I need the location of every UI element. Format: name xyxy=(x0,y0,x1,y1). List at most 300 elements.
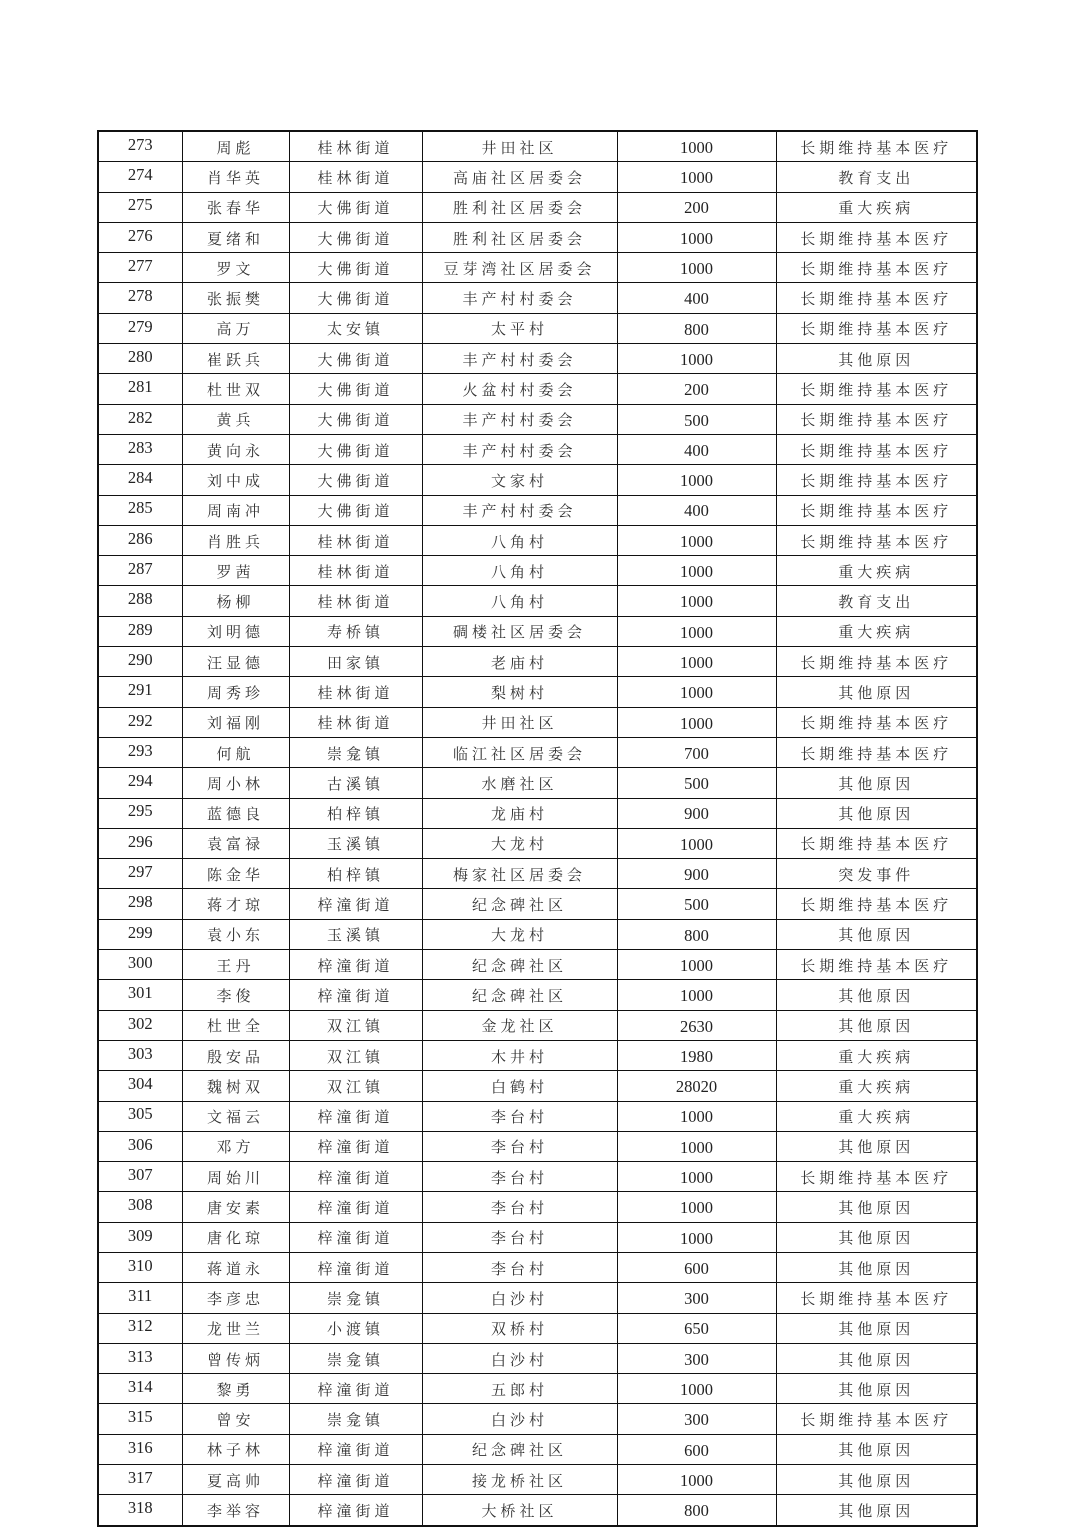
cell-village: 临江社区居委会 xyxy=(422,737,617,767)
table-row xyxy=(98,344,977,374)
cell-village: 豆芽湾社区居委会 xyxy=(422,253,617,283)
table-row xyxy=(98,1313,977,1343)
cell-amount: 400 xyxy=(617,495,776,525)
cell-serial-number: 276 xyxy=(98,222,182,252)
cell-reason: 教育支出 xyxy=(776,162,977,192)
cell-amount: 1000 xyxy=(617,980,776,1010)
cell-village: 丰产村村委会 xyxy=(422,283,617,313)
table-row xyxy=(98,1040,977,1070)
cell-name: 张春华 xyxy=(182,192,289,222)
cell-serial-number: 279 xyxy=(98,313,182,343)
cell-serial-number: 293 xyxy=(98,737,182,767)
cell-village: 胜利社区居委会 xyxy=(422,222,617,252)
cell-town: 崇龛镇 xyxy=(289,1404,422,1434)
cell-reason: 重大疾病 xyxy=(776,556,977,586)
cell-reason: 其他原因 xyxy=(776,798,977,828)
cell-name: 蓝德良 xyxy=(182,798,289,828)
cell-town: 柏梓镇 xyxy=(289,798,422,828)
table-row xyxy=(98,1465,977,1495)
cell-reason: 长期维持基本医疗 xyxy=(776,404,977,434)
cell-town: 大佛街道 xyxy=(289,192,422,222)
cell-amount: 600 xyxy=(617,1252,776,1282)
cell-name: 魏树双 xyxy=(182,1071,289,1101)
table-row xyxy=(98,162,977,192)
cell-village: 老庙村 xyxy=(422,647,617,677)
cell-reason: 重大疾病 xyxy=(776,616,977,646)
cell-serial-number: 290 xyxy=(98,647,182,677)
cell-town: 梓潼街道 xyxy=(289,1192,422,1222)
cell-reason: 其他原因 xyxy=(776,1222,977,1252)
cell-name: 李俊 xyxy=(182,980,289,1010)
cell-name: 黎勇 xyxy=(182,1374,289,1404)
cell-name: 周彪 xyxy=(182,131,289,162)
cell-serial-number: 299 xyxy=(98,919,182,949)
table-row xyxy=(98,1495,977,1526)
cell-town: 梓潼街道 xyxy=(289,889,422,919)
cell-serial-number: 298 xyxy=(98,889,182,919)
cell-village: 八角村 xyxy=(422,525,617,555)
cell-name: 曾安 xyxy=(182,1404,289,1434)
cell-serial-number: 314 xyxy=(98,1374,182,1404)
cell-town: 双江镇 xyxy=(289,1010,422,1040)
cell-town: 大佛街道 xyxy=(289,465,422,495)
cell-amount: 300 xyxy=(617,1283,776,1313)
cell-serial-number: 291 xyxy=(98,677,182,707)
table-row xyxy=(98,465,977,495)
cell-name: 周南冲 xyxy=(182,495,289,525)
table-row xyxy=(98,131,977,162)
cell-amount: 1000 xyxy=(617,222,776,252)
cell-name: 文福云 xyxy=(182,1101,289,1131)
cell-reason: 重大疾病 xyxy=(776,1071,977,1101)
cell-serial-number: 275 xyxy=(98,192,182,222)
cell-reason: 突发事件 xyxy=(776,859,977,889)
table-row xyxy=(98,828,977,858)
cell-village: 井田社区 xyxy=(422,131,617,162)
cell-town: 寿桥镇 xyxy=(289,616,422,646)
assistance-table-container xyxy=(97,130,978,1527)
cell-serial-number: 294 xyxy=(98,768,182,798)
cell-reason: 长期维持基本医疗 xyxy=(776,131,977,162)
cell-name: 周小林 xyxy=(182,768,289,798)
cell-name: 杜世双 xyxy=(182,374,289,404)
cell-reason: 长期维持基本医疗 xyxy=(776,253,977,283)
cell-amount: 28020 xyxy=(617,1071,776,1101)
cell-amount: 900 xyxy=(617,798,776,828)
table-row xyxy=(98,737,977,767)
cell-town: 梓潼街道 xyxy=(289,1495,422,1526)
cell-town: 崇龛镇 xyxy=(289,1283,422,1313)
cell-amount: 800 xyxy=(617,313,776,343)
table-row xyxy=(98,586,977,616)
cell-village: 文家村 xyxy=(422,465,617,495)
cell-village: 李台村 xyxy=(422,1101,617,1131)
cell-village: 纪念碑社区 xyxy=(422,950,617,980)
cell-village: 太平村 xyxy=(422,313,617,343)
cell-reason: 重大疾病 xyxy=(776,1040,977,1070)
cell-amount: 1980 xyxy=(617,1040,776,1070)
cell-serial-number: 287 xyxy=(98,556,182,586)
cell-village: 纪念碑社区 xyxy=(422,1434,617,1464)
cell-reason: 长期维持基本医疗 xyxy=(776,889,977,919)
cell-reason: 重大疾病 xyxy=(776,192,977,222)
cell-name: 周秀珍 xyxy=(182,677,289,707)
cell-serial-number: 303 xyxy=(98,1040,182,1070)
cell-town: 大佛街道 xyxy=(289,374,422,404)
cell-town: 小渡镇 xyxy=(289,1313,422,1343)
cell-village: 丰产村村委会 xyxy=(422,434,617,464)
cell-name: 罗文 xyxy=(182,253,289,283)
cell-amount: 1000 xyxy=(617,1101,776,1131)
cell-serial-number: 309 xyxy=(98,1222,182,1252)
cell-serial-number: 285 xyxy=(98,495,182,525)
table-row xyxy=(98,950,977,980)
cell-village: 梅家社区居委会 xyxy=(422,859,617,889)
cell-name: 杜世全 xyxy=(182,1010,289,1040)
cell-serial-number: 288 xyxy=(98,586,182,616)
cell-reason: 长期维持基本医疗 xyxy=(776,222,977,252)
cell-reason: 长期维持基本医疗 xyxy=(776,707,977,737)
cell-serial-number: 295 xyxy=(98,798,182,828)
cell-reason: 长期维持基本医疗 xyxy=(776,1404,977,1434)
cell-amount: 1000 xyxy=(617,950,776,980)
cell-village: 白鹤村 xyxy=(422,1071,617,1101)
table-row xyxy=(98,1343,977,1373)
cell-reason: 长期维持基本医疗 xyxy=(776,465,977,495)
cell-village: 大桥社区 xyxy=(422,1495,617,1526)
cell-name: 何航 xyxy=(182,737,289,767)
cell-village: 丰产村村委会 xyxy=(422,404,617,434)
cell-town: 大佛街道 xyxy=(289,253,422,283)
cell-amount: 700 xyxy=(617,737,776,767)
cell-amount: 650 xyxy=(617,1313,776,1343)
table-row xyxy=(98,1192,977,1222)
cell-town: 玉溪镇 xyxy=(289,919,422,949)
cell-reason: 其他原因 xyxy=(776,677,977,707)
cell-village: 大龙村 xyxy=(422,828,617,858)
cell-town: 双江镇 xyxy=(289,1071,422,1101)
table-row xyxy=(98,1071,977,1101)
cell-name: 周始川 xyxy=(182,1162,289,1192)
cell-name: 林子林 xyxy=(182,1434,289,1464)
cell-reason: 其他原因 xyxy=(776,980,977,1010)
cell-town: 田家镇 xyxy=(289,647,422,677)
assistance-table xyxy=(97,130,978,1527)
table-row xyxy=(98,1101,977,1131)
cell-name: 杨柳 xyxy=(182,586,289,616)
table-row xyxy=(98,616,977,646)
cell-reason: 其他原因 xyxy=(776,919,977,949)
table-row xyxy=(98,980,977,1010)
cell-village: 双桥村 xyxy=(422,1313,617,1343)
cell-serial-number: 289 xyxy=(98,616,182,646)
cell-village: 八角村 xyxy=(422,586,617,616)
cell-reason: 教育支出 xyxy=(776,586,977,616)
cell-amount: 800 xyxy=(617,919,776,949)
cell-serial-number: 280 xyxy=(98,344,182,374)
cell-reason: 其他原因 xyxy=(776,1434,977,1464)
cell-amount: 500 xyxy=(617,889,776,919)
cell-name: 龙世兰 xyxy=(182,1313,289,1343)
cell-town: 古溪镇 xyxy=(289,768,422,798)
cell-name: 蒋道永 xyxy=(182,1252,289,1282)
cell-town: 桂林街道 xyxy=(289,707,422,737)
cell-amount: 1000 xyxy=(617,253,776,283)
cell-amount: 300 xyxy=(617,1343,776,1373)
cell-reason: 长期维持基本医疗 xyxy=(776,1162,977,1192)
cell-name: 高万 xyxy=(182,313,289,343)
cell-town: 桂林街道 xyxy=(289,525,422,555)
cell-village: 纪念碑社区 xyxy=(422,889,617,919)
table-row xyxy=(98,1374,977,1404)
cell-reason: 其他原因 xyxy=(776,1495,977,1526)
table-row xyxy=(98,313,977,343)
cell-village: 水磨社区 xyxy=(422,768,617,798)
cell-name: 袁富禄 xyxy=(182,828,289,858)
cell-serial-number: 308 xyxy=(98,1192,182,1222)
cell-village: 五郎村 xyxy=(422,1374,617,1404)
cell-amount: 1000 xyxy=(617,525,776,555)
table-row xyxy=(98,707,977,737)
cell-village: 李台村 xyxy=(422,1222,617,1252)
table-row xyxy=(98,889,977,919)
cell-serial-number: 292 xyxy=(98,707,182,737)
cell-serial-number: 278 xyxy=(98,283,182,313)
cell-village: 木井村 xyxy=(422,1040,617,1070)
cell-serial-number: 315 xyxy=(98,1404,182,1434)
cell-reason: 长期维持基本医疗 xyxy=(776,647,977,677)
cell-village: 白沙村 xyxy=(422,1404,617,1434)
cell-town: 太安镇 xyxy=(289,313,422,343)
cell-town: 梓潼街道 xyxy=(289,1162,422,1192)
cell-name: 肖胜兵 xyxy=(182,525,289,555)
cell-reason: 其他原因 xyxy=(776,768,977,798)
cell-name: 曾传炳 xyxy=(182,1343,289,1373)
table-body xyxy=(98,131,977,1526)
cell-amount: 1000 xyxy=(617,586,776,616)
cell-town: 桂林街道 xyxy=(289,677,422,707)
cell-amount: 400 xyxy=(617,283,776,313)
cell-reason: 长期维持基本医疗 xyxy=(776,283,977,313)
cell-serial-number: 273 xyxy=(98,131,182,162)
table-row xyxy=(98,525,977,555)
table-row xyxy=(98,222,977,252)
cell-town: 梓潼街道 xyxy=(289,950,422,980)
cell-reason: 长期维持基本医疗 xyxy=(776,495,977,525)
cell-amount: 300 xyxy=(617,1404,776,1434)
cell-town: 双江镇 xyxy=(289,1040,422,1070)
cell-reason: 长期维持基本医疗 xyxy=(776,374,977,404)
cell-village: 大龙村 xyxy=(422,919,617,949)
cell-serial-number: 318 xyxy=(98,1495,182,1526)
cell-amount: 500 xyxy=(617,404,776,434)
cell-town: 梓潼街道 xyxy=(289,1374,422,1404)
cell-serial-number: 284 xyxy=(98,465,182,495)
cell-village: 丰产村村委会 xyxy=(422,344,617,374)
cell-town: 大佛街道 xyxy=(289,222,422,252)
cell-town: 梓潼街道 xyxy=(289,1222,422,1252)
cell-village: 丰产村村委会 xyxy=(422,495,617,525)
cell-village: 胜利社区居委会 xyxy=(422,192,617,222)
cell-reason: 其他原因 xyxy=(776,1252,977,1282)
cell-village: 井田社区 xyxy=(422,707,617,737)
cell-village: 高庙社区居委会 xyxy=(422,162,617,192)
cell-serial-number: 316 xyxy=(98,1434,182,1464)
cell-reason: 其他原因 xyxy=(776,1313,977,1343)
cell-reason: 长期维持基本医疗 xyxy=(776,828,977,858)
table-row xyxy=(98,1131,977,1161)
cell-amount: 1000 xyxy=(617,162,776,192)
table-row xyxy=(98,647,977,677)
cell-town: 桂林街道 xyxy=(289,162,422,192)
cell-amount: 1000 xyxy=(617,465,776,495)
cell-amount: 1000 xyxy=(617,1162,776,1192)
table-row xyxy=(98,1010,977,1040)
cell-amount: 1000 xyxy=(617,647,776,677)
cell-reason: 长期维持基本医疗 xyxy=(776,313,977,343)
cell-reason: 长期维持基本医疗 xyxy=(776,525,977,555)
cell-serial-number: 302 xyxy=(98,1010,182,1040)
table-row xyxy=(98,434,977,464)
table-row xyxy=(98,283,977,313)
cell-village: 纪念碑社区 xyxy=(422,980,617,1010)
cell-name: 崔跃兵 xyxy=(182,344,289,374)
cell-village: 火盆村村委会 xyxy=(422,374,617,404)
cell-serial-number: 286 xyxy=(98,525,182,555)
cell-name: 邓方 xyxy=(182,1131,289,1161)
cell-reason: 其他原因 xyxy=(776,1374,977,1404)
table-row xyxy=(98,768,977,798)
cell-village: 碉楼社区居委会 xyxy=(422,616,617,646)
cell-serial-number: 282 xyxy=(98,404,182,434)
cell-reason: 重大疾病 xyxy=(776,1101,977,1131)
cell-reason: 长期维持基本医疗 xyxy=(776,737,977,767)
cell-amount: 900 xyxy=(617,859,776,889)
cell-amount: 800 xyxy=(617,1495,776,1526)
table-row xyxy=(98,495,977,525)
table-row xyxy=(98,1162,977,1192)
cell-amount: 1000 xyxy=(617,131,776,162)
cell-name: 蒋才琼 xyxy=(182,889,289,919)
table-row xyxy=(98,1252,977,1282)
cell-name: 黄向永 xyxy=(182,434,289,464)
cell-reason: 其他原因 xyxy=(776,1343,977,1373)
table-row xyxy=(98,677,977,707)
cell-village: 龙庙村 xyxy=(422,798,617,828)
cell-serial-number: 307 xyxy=(98,1162,182,1192)
cell-town: 桂林街道 xyxy=(289,556,422,586)
cell-amount: 1000 xyxy=(617,828,776,858)
cell-town: 梓潼街道 xyxy=(289,1465,422,1495)
cell-serial-number: 281 xyxy=(98,374,182,404)
cell-reason: 其他原因 xyxy=(776,1465,977,1495)
cell-reason: 其他原因 xyxy=(776,1010,977,1040)
cell-name: 唐安素 xyxy=(182,1192,289,1222)
cell-amount: 1000 xyxy=(617,1374,776,1404)
cell-reason: 长期维持基本医疗 xyxy=(776,434,977,464)
cell-reason: 其他原因 xyxy=(776,344,977,374)
cell-amount: 1000 xyxy=(617,1131,776,1161)
cell-village: 李台村 xyxy=(422,1131,617,1161)
cell-reason: 长期维持基本医疗 xyxy=(776,950,977,980)
cell-town: 大佛街道 xyxy=(289,434,422,464)
cell-town: 大佛街道 xyxy=(289,283,422,313)
cell-town: 玉溪镇 xyxy=(289,828,422,858)
cell-serial-number: 274 xyxy=(98,162,182,192)
cell-name: 李彦忠 xyxy=(182,1283,289,1313)
cell-village: 梨树村 xyxy=(422,677,617,707)
cell-serial-number: 305 xyxy=(98,1101,182,1131)
cell-village: 李台村 xyxy=(422,1162,617,1192)
cell-name: 夏绪和 xyxy=(182,222,289,252)
table-row xyxy=(98,1434,977,1464)
cell-village: 金龙社区 xyxy=(422,1010,617,1040)
cell-serial-number: 297 xyxy=(98,859,182,889)
cell-serial-number: 313 xyxy=(98,1343,182,1373)
cell-amount: 1000 xyxy=(617,707,776,737)
cell-name: 汪显德 xyxy=(182,647,289,677)
cell-serial-number: 296 xyxy=(98,828,182,858)
table-row xyxy=(98,919,977,949)
table-row xyxy=(98,798,977,828)
cell-town: 崇龛镇 xyxy=(289,1343,422,1373)
cell-reason: 长期维持基本医疗 xyxy=(776,1283,977,1313)
cell-amount: 1000 xyxy=(617,1192,776,1222)
cell-amount: 1000 xyxy=(617,677,776,707)
cell-serial-number: 312 xyxy=(98,1313,182,1343)
cell-village: 李台村 xyxy=(422,1192,617,1222)
cell-name: 罗茜 xyxy=(182,556,289,586)
cell-town: 大佛街道 xyxy=(289,495,422,525)
cell-name: 王丹 xyxy=(182,950,289,980)
cell-town: 大佛街道 xyxy=(289,344,422,374)
cell-serial-number: 317 xyxy=(98,1465,182,1495)
cell-reason: 其他原因 xyxy=(776,1131,977,1161)
cell-serial-number: 304 xyxy=(98,1071,182,1101)
table-row xyxy=(98,404,977,434)
table-row xyxy=(98,253,977,283)
cell-name: 李举容 xyxy=(182,1495,289,1526)
cell-reason: 其他原因 xyxy=(776,1192,977,1222)
cell-serial-number: 283 xyxy=(98,434,182,464)
cell-town: 梓潼街道 xyxy=(289,1252,422,1282)
cell-amount: 200 xyxy=(617,192,776,222)
cell-name: 刘明德 xyxy=(182,616,289,646)
cell-town: 桂林街道 xyxy=(289,131,422,162)
cell-amount: 500 xyxy=(617,768,776,798)
cell-serial-number: 301 xyxy=(98,980,182,1010)
cell-serial-number: 300 xyxy=(98,950,182,980)
cell-name: 刘中成 xyxy=(182,465,289,495)
table-row xyxy=(98,1404,977,1434)
table-row xyxy=(98,859,977,889)
cell-name: 唐化琼 xyxy=(182,1222,289,1252)
cell-name: 袁小东 xyxy=(182,919,289,949)
cell-town: 梓潼街道 xyxy=(289,1101,422,1131)
cell-name: 殷安品 xyxy=(182,1040,289,1070)
cell-town: 梓潼街道 xyxy=(289,980,422,1010)
cell-amount: 400 xyxy=(617,434,776,464)
cell-serial-number: 311 xyxy=(98,1283,182,1313)
cell-serial-number: 310 xyxy=(98,1252,182,1282)
cell-amount: 600 xyxy=(617,1434,776,1464)
table-row xyxy=(98,374,977,404)
cell-name: 肖华英 xyxy=(182,162,289,192)
table-row xyxy=(98,1222,977,1252)
cell-village: 八角村 xyxy=(422,556,617,586)
table-row xyxy=(98,556,977,586)
cell-amount: 1000 xyxy=(617,344,776,374)
